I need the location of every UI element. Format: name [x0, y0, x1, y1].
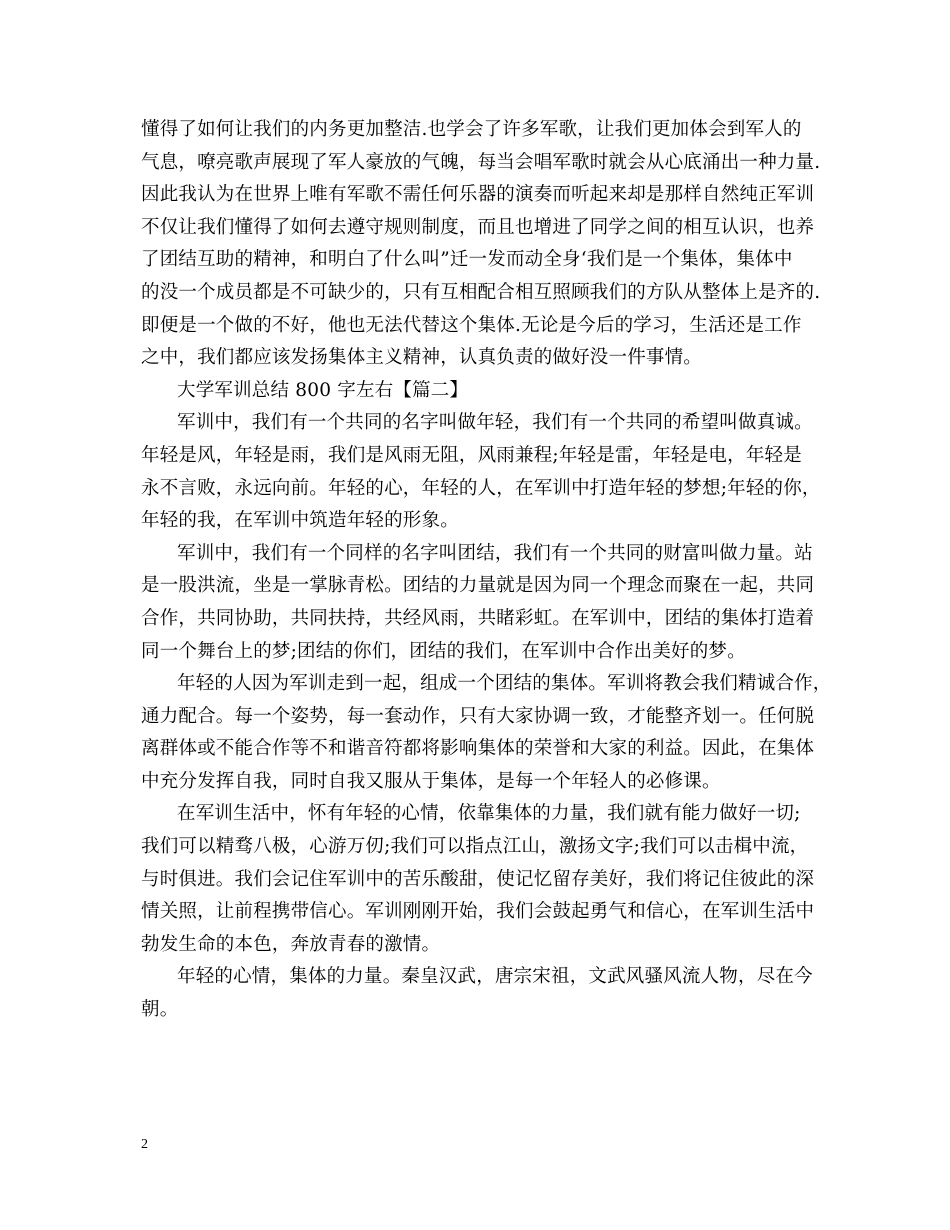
- text-line: 在军训生活中，怀有年轻的心情，依靠集体的力量，我们就有能力做好一切;: [177, 803, 801, 825]
- text-line: 通力配合。每一个姿势，每一套动作，只有大家协调一致，才能整齐划一。任何脱: [141, 705, 815, 727]
- text-line: 朝。: [141, 999, 179, 1021]
- text-line: 了团结互助的精神，和明白了什么叫”迁一发而动全身‘我们是一个集体，集体中: [141, 249, 793, 271]
- text-line: 同一个舞台上的梦;团结的你们，团结的我们，在军训中合作出美好的梦。: [141, 640, 746, 662]
- text-line: 年轻的心情，集体的力量。秦皇汉武，唐宗宋祖，文武风骚风流人物，尽在今: [177, 966, 813, 988]
- text-line: 年轻是风，年轻是雨，我们是风雨无阻，风雨兼程;年轻是雷，年轻是电，年轻是: [141, 444, 802, 466]
- text-line: 因此我认为在世界上唯有军歌不需任何乐器的演奏而听起来却是那样自然纯正军训: [141, 184, 815, 206]
- text-line: 我们可以精骛八极，心游万仞;我们可以指点江山，激扬文字;我们可以击楫中流，: [141, 836, 809, 858]
- text-line: 懂得了如何让我们的内务更加整洁.也学会了许多军歌，让我们更加体会到军人的: [141, 119, 802, 140]
- text-line: 之中，我们都应该发扬集体主义精神，认真负责的做好没一件事情。: [141, 347, 703, 369]
- text-line: 与时俱进。我们会记住军训中的苦乐酸甜，使记忆留存美好，我们将记住彼此的深: [141, 868, 815, 890]
- section-heading: 大学军训总结 800 字左右【篇二】: [177, 379, 469, 401]
- text-line: 不仅让我们懂得了如何去遵守规则制度，而且也增进了同学之间的相互认识，也养: [141, 216, 815, 238]
- text-line: 即便是一个做的不好，他也无法代替这个集体.无论是今后的学习，生活还是工作: [141, 314, 802, 336]
- text-line: 勃发生命的本色，奔放青春的激情。: [141, 933, 441, 955]
- text-line: 合作，共同协助，共同扶持，共经风雨，共睹彩虹。在军训中，团结的集体打造着: [141, 607, 815, 629]
- text-line: 情关照，让前程携带信心。军训刚刚开始，我们会鼓起勇气和信心，在军训生活中: [141, 901, 815, 923]
- text-line: 军训中，我们有一个共同的名字叫做年轻，我们有一个共同的希望叫做真诚。: [177, 412, 813, 434]
- text-line: 离群体或不能合作等不和谐音符都将影响集体的荣誉和大家的利益。因此，在集体: [141, 738, 815, 760]
- text-line: 是一股洪流，坐是一掌脉青松。团结的力量就是因为同一个理念而聚在一起，共同: [141, 575, 815, 597]
- page-number: 2: [141, 1137, 148, 1152]
- text-line: 中充分发挥自我，同时自我又服从于集体，是每一个年轻人的必修课。: [141, 770, 721, 792]
- text-line: 年轻的我，在军训中筑造年轻的形象。: [141, 510, 459, 532]
- text-line: 气息，嘹亮歌声展现了军人豪放的气魄，每当会唱军歌时就会从心底涌出一种力量.: [141, 151, 821, 173]
- text-line: 军训中，我们有一个同样的名字叫团结，我们有一个共同的财富叫做力量。站: [177, 542, 813, 564]
- text-line: 的没一个成员都是不可缺少的，只有互相配合相互照顾我们的方队从整体上是齐的.: [141, 281, 821, 303]
- document-body: [141, 114, 832, 1027]
- text-line: 年轻的人因为军训走到一起，组成一个团结的集体。军训将教会我们精诚合作，: [177, 673, 832, 695]
- text-line: 永不言败，永远向前。年轻的心，年轻的人，在军训中打造年轻的梦想;年轻的你，: [141, 477, 821, 499]
